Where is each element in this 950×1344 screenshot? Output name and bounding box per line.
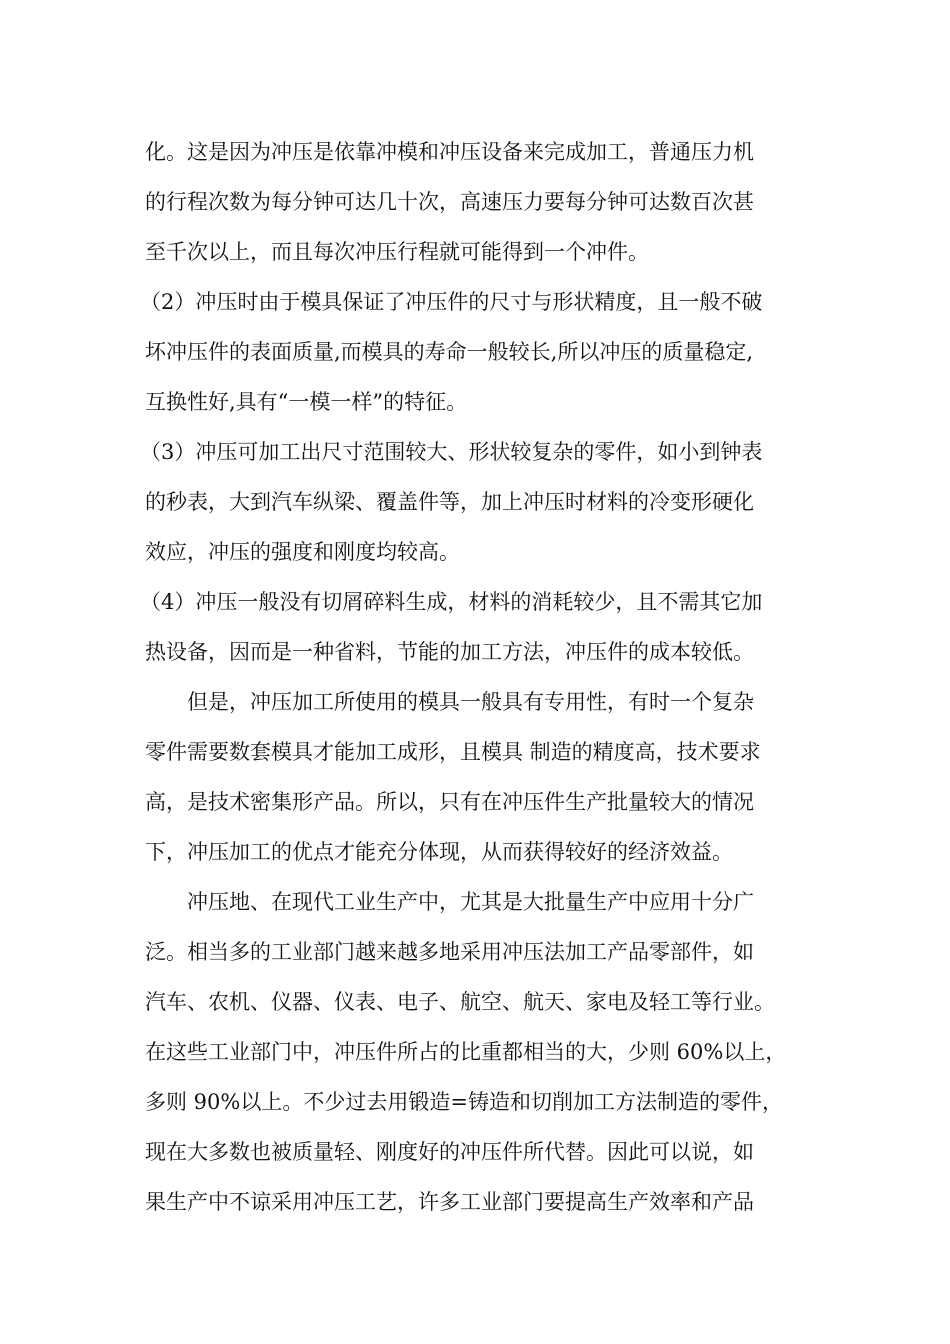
text-line: 汽车、农机、仪器、仪表、电子、航空、航天、家电及轻工等行业。 — [145, 990, 775, 1014]
text-line: 热设备，因而是一种省料，节能的加工方法，冲压件的成本较低。 — [145, 640, 754, 664]
list-item-2: （2）冲压时由于模具保证了冲压件的尺寸与形状精度，且一般不破 — [140, 290, 763, 314]
text-line: 高，是技术密集形产品。所以，只有在冲压件生产批量较大的情况 — [145, 790, 754, 814]
text-line: 零件需要数套模具才能加工成形，且模具 制造的精度高，技术要求 — [145, 740, 761, 764]
text-line: 坏冲压件的表面质量,而模具的寿命一般较长,所以冲压的质量稳定, — [145, 340, 754, 364]
list-item-3: （3）冲压可加工出尺寸范围较大、形状较复杂的零件，如小到钟表 — [140, 440, 763, 464]
text-line: 下，冲压加工的优点才能充分体现，从而获得较好的经济效益。 — [145, 840, 733, 864]
text-line: 至千次以上，而且每次冲压行程就可能得到一个冲件。 — [145, 240, 649, 264]
text-line: 现在大多数也被质量轻、刚度好的冲压件所代替。因此可以说，如 — [145, 1140, 754, 1164]
text-line: 的行程次数为每分钟可达几十次，高速压力要每分钟可达数百次甚 — [145, 190, 754, 214]
text-line: 果生产中不谅采用冲压工艺，许多工业部门要提高生产效率和产品 — [145, 1190, 754, 1214]
text-line: 泛。相当多的工业部门越来越多地采用冲压法加工产品零部件，如 — [145, 940, 754, 964]
text-line: 化。这是因为冲压是依靠冲模和冲压设备来完成加工，普通压力机 — [145, 140, 754, 164]
text-line: 的秒表，大到汽车纵梁、覆盖件等，加上冲压时材料的冷变形硬化 — [145, 490, 754, 514]
list-item-4: （4）冲压一般没有切屑碎料生成，材料的消耗较少，且不需其它加 — [140, 590, 763, 614]
text-line: 在这些工业部门中，冲压件所占的比重都相当的大，少则 60%以上， — [145, 1040, 787, 1064]
text-line: 互换性好,具有“一模一样”的特征。 — [145, 390, 468, 414]
text-line: 效应，冲压的强度和刚度均较高。 — [145, 540, 460, 564]
paragraph-start: 但是，冲压加工所使用的模具一般具有专用性，有时一个复杂 — [187, 690, 754, 714]
text-line: 多则 90%以上。不少过去用锻造=铸造和切削加工方法制造的零件， — [145, 1090, 783, 1114]
paragraph-start: 冲压地、在现代工业生产中，尤其是大批量生产中应用十分广 — [187, 890, 754, 914]
